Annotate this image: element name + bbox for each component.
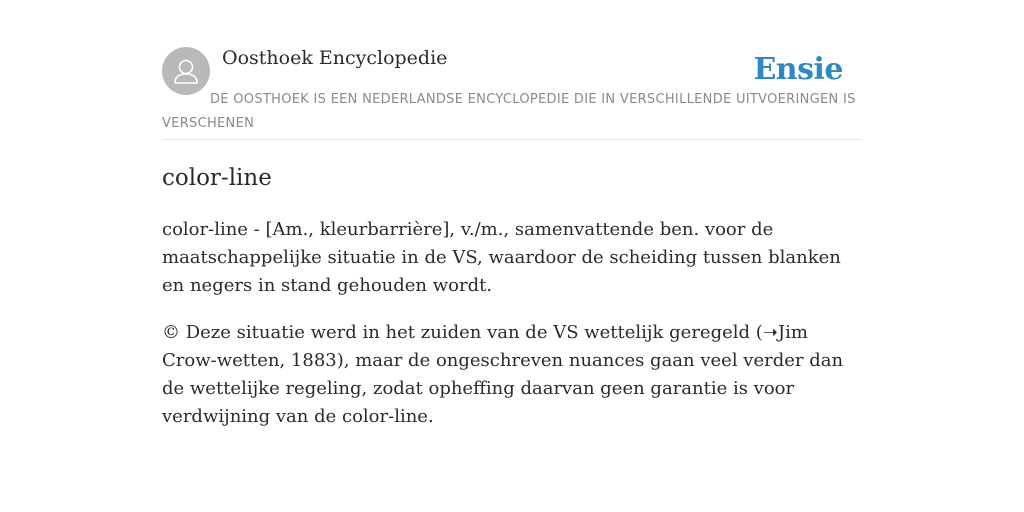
source-name[interactable]: Oosthoek Encyclopedie [222, 47, 448, 69]
source-description: DE OOSTHOEK IS EEN NEDERLANDSE ENCYCLOPEDIE DIE IN VERSCHILLENDE UITVOERINGEN IS VERSCHENEN [162, 92, 856, 131]
article-paragraph: color-line - [Am., kleurbarrière], v./m., samenvattende ben. voor de maatschappelijke situatie in de VS, waardoor de scheiding tussen blanken en negers in stand gehouden wordt. [162, 219, 841, 296]
article-title: color-line [162, 165, 272, 191]
brand-logo[interactable]: Ensie [753, 52, 843, 87]
content-container [162, 0, 862, 427]
article-paragraph: © Deze situatie werd in het zuiden van de VS wettelijk geregeld (➝Jim Crow-wetten, 1883), maar de ongeschreven nuances gaan veel verder dan de wettelijke regeling, zodat opheffing daarvan geen garantie is voor verdwijning van de color-line. [162, 322, 844, 427]
article-body [162, 216, 862, 450]
source-header [162, 0, 862, 140]
